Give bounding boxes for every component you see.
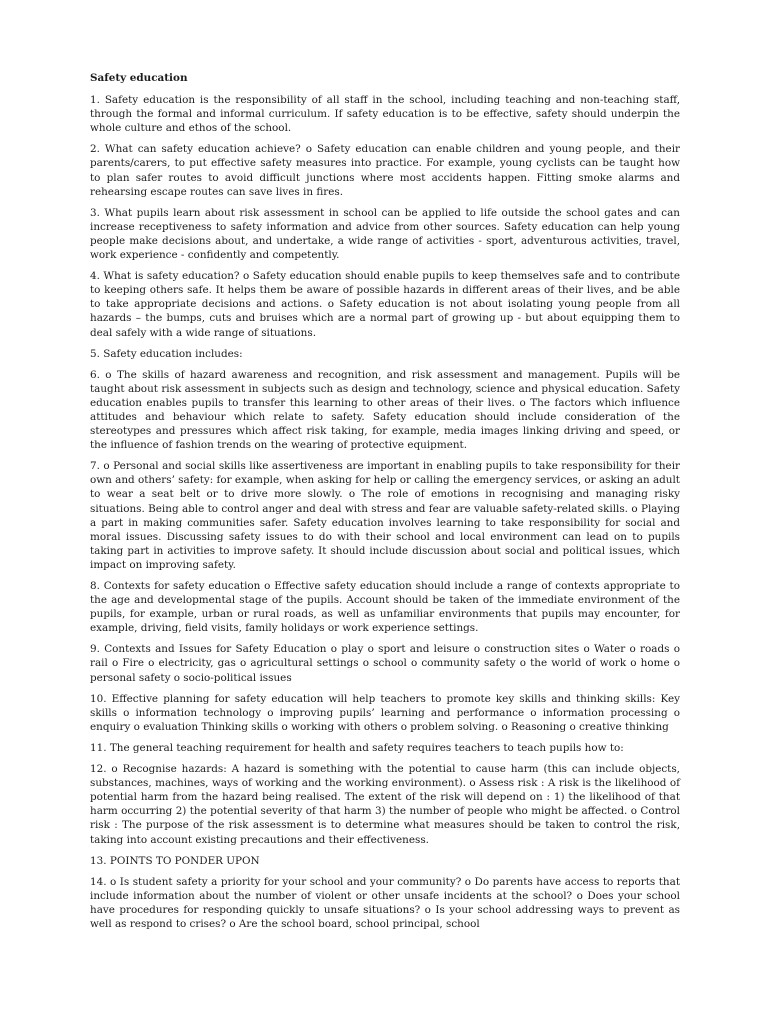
- paragraph-1: 1. Safety education is the responsibility of all staff in the school, including teaching and non-teaching staff, through the formal and informal curriculum. If safety education is to be effective, safety should underpin the whole culture and ethos of the school.: [90, 94, 680, 135]
- paragraph-7: 7. ο Personal and social skills like assertiveness are important in enabling pupils to take responsibility for their own and others’ safety: for example, when asking for help or calling the emergency services, or asking an adult to wear a seat belt or to drive more slowly. ο The role of emotions in recognising and managing risky situations. Being able to control anger and deal with stress and fear are valuable safety-related skills. ο Playing a part in making communities safer. Safety education involves learning to take responsibility for social and moral issues. Discussing safety issues to do with their school and local environment can lead on to pupils taking part in activities to improve safety. It should include discussion about social and political issues, which impact on improving safety.: [90, 460, 680, 571]
- paragraph-8: 8. Contexts for safety education ο Effective safety education should include a range of contexts appropriate to the age and developmental stage of the pupils. Account should be taken of the immediate environment of the pupils, for example, urban or rural roads, as well as unfamiliar environments that pupils may encounter, for example, driving, field visits, family holidays or work experience settings.: [90, 580, 680, 635]
- document-title: Safety education: [90, 72, 188, 84]
- paragraph-2: 2. What can safety education achieve? ο Safety education can enable children and young people, and their parents/carers, to put effective safety measures into practice. For example, young cyclists can be taught how to plan safer routes to avoid difficult junctions where most accidents happen. Fitting smoke alarms and rehearsing escape routes can save lives in fires.: [90, 143, 680, 198]
- paragraph-4: 4. What is safety education? ο Safety education should enable pupils to keep themselves safe and to contribute to keeping others safe. It helps them be aware of possible hazards in different areas of their lives, and be able to take appropriate decisions and actions. ο Safety education is not about isolating young people from all hazards – the bumps, cuts and bruises which are a normal part of growing up - but about equipping them to deal safely with a wide range of situations.: [90, 270, 680, 339]
- paragraph-14: 14. ο Is student safety a priority for your school and your community? ο Do parents have access to reports that include information about the number of violent or other unsafe incidents at the school? ο Does your school have procedures for responding quickly to unsafe situations? ο Is your school addressing ways to prevent as well as respond to crises? ο Are the school board, school principal, school: [90, 875, 680, 930]
- paragraph-13: 13. POINTS TO PONDER UPON: [90, 854, 260, 867]
- paragraph-5: 5. Safety education includes:: [90, 347, 243, 360]
- paragraph-10: 10. Effective planning for safety education will help teachers to promote key skills and thinking skills: Key skills ο information technology ο improving pupils’ learning and performance ο information processing ο enquiry ο evaluation Thinking skills ο working with others ο problem solving. ο Reasoning ο creative thinking: [90, 692, 680, 733]
- paragraph-9: 9. Contexts and Issues for Safety Education ο play ο sport and leisure ο construction sites ο Water ο roads ο rail ο Fire ο electricity, gas ο agricultural settings ο school ο community safety ο the world of work ο home ο personal safety ο socio-political issues: [90, 643, 680, 684]
- paragraph-11: 11. The general teaching requirement for health and safety requires teachers to teach pupils how to:: [90, 741, 624, 754]
- document-page: [90, 71, 680, 938]
- paragraph-6: 6. ο The skills of hazard awareness and recognition, and risk assessment and management. Pupils will be taught about risk assessment in subjects such as design and technology, science and physical education. Safety education enables pupils to transfer this learning to other areas of their lives. ο The factors which influence attitudes and behaviour which relate to safety. Safety education should include consideration of the stereotypes and pressures which affect risk taking, for example, media images linking driving and speed, or the influence of fashion trends on the wearing of protective equipment.: [90, 368, 680, 452]
- paragraph-3: 3. What pupils learn about risk assessment in school can be applied to life outside the school gates and can increase receptiveness to safety information and advice from other sources. Safety education can help young people make decisions about, and undertake, a wide range of activities - sport, adventurous activities, travel, work experience - confidently and competently.: [90, 206, 680, 262]
- paragraph-12: 12. ο Recognise hazards: A hazard is something with the potential to cause harm (this can include objects, substances, machines, ways of working and the working environment). ο Assess risk : A risk is the likelihood of potential harm from the hazard being realised. The extent of the risk will depend on : 1) the likelihood of that harm occurring 2) the potential severity of that harm 3) the number of people who might be affected. ο Control risk : The purpose of the risk assessment is to determine what measures should be taken to control the risk, taking into account existing precautions and their effectiveness.: [90, 763, 680, 846]
